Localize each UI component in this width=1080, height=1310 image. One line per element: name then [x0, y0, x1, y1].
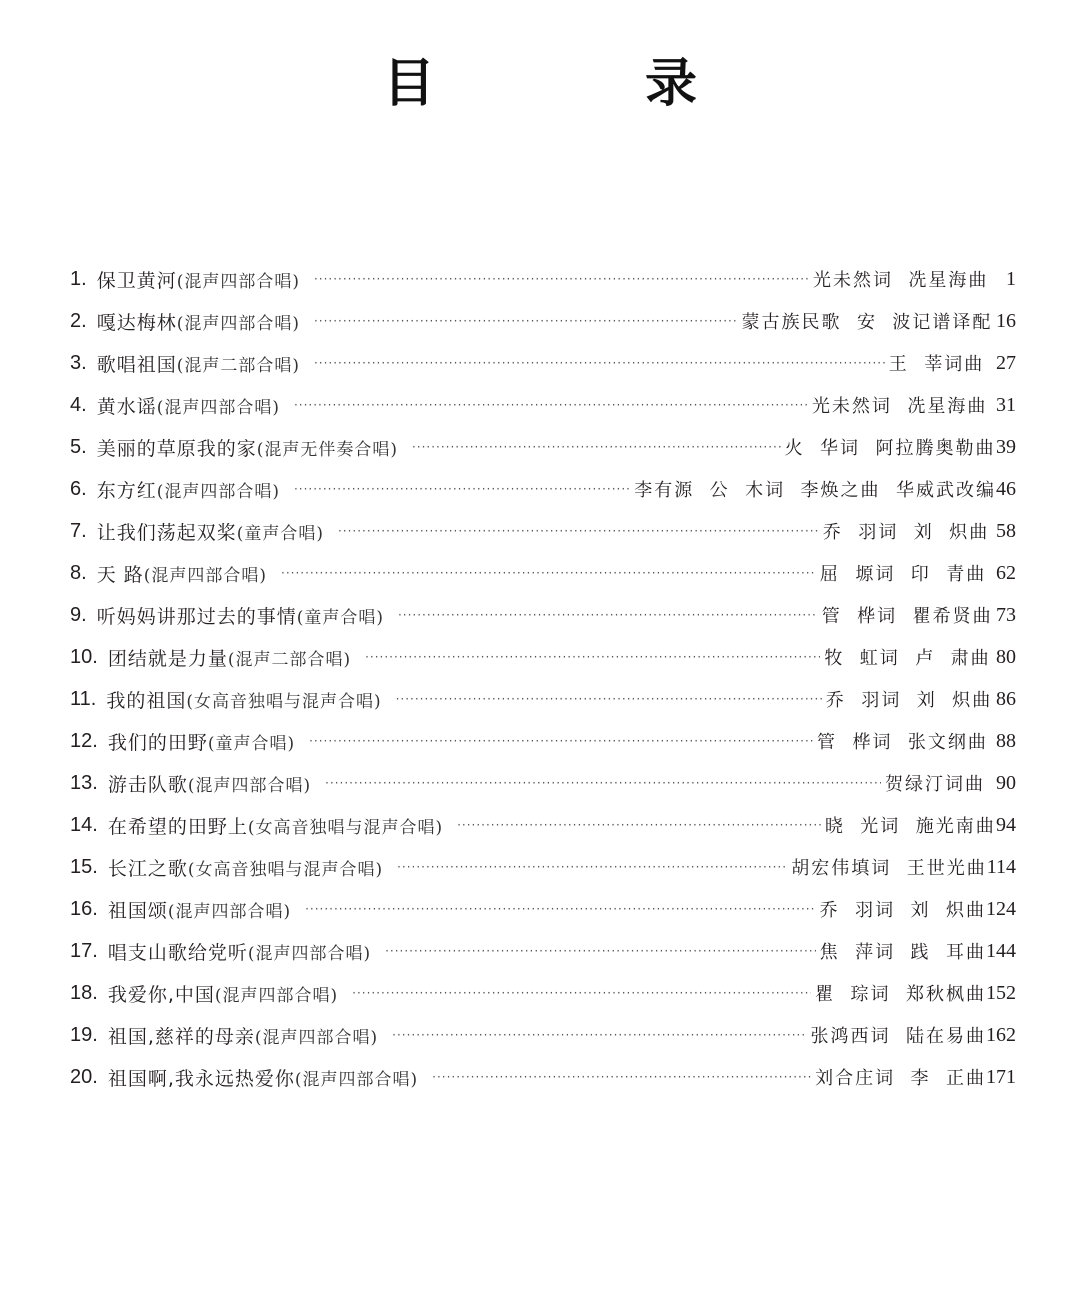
song-credit: 张鸿西词 陆在易曲 — [810, 1026, 986, 1047]
song-genre: (混声四部合唱) — [167, 901, 292, 922]
entry-number: 6. — [70, 477, 87, 500]
toc-entry[interactable] — [70, 636, 1016, 678]
entry-number: 14. — [70, 813, 98, 836]
song-title: 祖国啊,我永远热爱你 — [107, 1067, 295, 1090]
entry-number: 16. — [70, 897, 98, 920]
toc-entry[interactable] — [70, 930, 1016, 972]
dot-leader — [352, 986, 811, 1000]
page-number: 31 — [996, 393, 1016, 416]
entry-number: 4. — [70, 393, 87, 416]
song-title: 让我们荡起双桨 — [96, 521, 237, 544]
toc-entry[interactable] — [70, 384, 1016, 426]
entry-number: 1. — [70, 267, 87, 290]
toc-entry[interactable] — [70, 426, 1016, 468]
page-number: 73 — [996, 603, 1016, 626]
song-title: 唱支山歌给党听 — [107, 941, 248, 964]
entry-number: 13. — [70, 771, 98, 794]
page-number: 27 — [996, 351, 1016, 374]
page-number: 124 — [986, 897, 1016, 920]
toc-entry[interactable] — [70, 1056, 1016, 1098]
dot-leader — [396, 692, 822, 706]
toc-entry[interactable] — [70, 888, 1016, 930]
page-number: 94 — [996, 813, 1016, 836]
page-number: 16 — [996, 309, 1016, 332]
song-credit: 光未然词 冼星海曲 — [811, 396, 988, 417]
entry-number: 15. — [70, 855, 98, 878]
song-credit: 管 桦词 瞿希贤曲 — [821, 606, 993, 627]
page-number: 162 — [986, 1023, 1016, 1046]
entry-number: 7. — [70, 519, 87, 542]
toc-entry[interactable] — [70, 1014, 1016, 1056]
dot-leader — [281, 566, 816, 580]
song-title: 歌唱祖国 — [96, 353, 177, 376]
dot-leader — [309, 734, 813, 748]
dot-leader — [294, 482, 630, 496]
dot-leader — [412, 440, 781, 454]
song-genre: (混声四部合唱) — [247, 943, 372, 964]
page-number: 144 — [986, 939, 1016, 962]
song-title: 我的祖国 — [106, 689, 187, 712]
page-number: 86 — [996, 687, 1016, 710]
song-genre: (混声四部合唱) — [156, 481, 280, 502]
dot-leader — [325, 776, 881, 790]
toc-entry[interactable] — [70, 510, 1016, 552]
toc-entry[interactable] — [70, 804, 1016, 846]
song-genre: (混声二部合唱) — [176, 355, 300, 376]
page-number: 80 — [996, 645, 1016, 668]
song-title: 保卫黄河 — [96, 269, 177, 292]
entry-number: 12. — [70, 729, 98, 752]
song-genre: (混声四部合唱) — [143, 565, 267, 586]
song-credit: 刘合庄词 李 正曲 — [815, 1068, 986, 1089]
page-number: 152 — [986, 981, 1016, 1004]
entry-number: 8. — [70, 561, 87, 584]
song-genre: (混声四部合唱) — [156, 397, 280, 418]
toc-entry[interactable] — [70, 720, 1016, 762]
song-title: 祖国颂 — [107, 899, 168, 922]
song-credit: 焦 萍词 践 耳曲 — [819, 942, 986, 963]
toc-entry[interactable] — [70, 258, 1016, 300]
song-title: 天 路 — [96, 563, 144, 586]
song-credit: 屈 塬词 印 青曲 — [819, 564, 987, 585]
song-title: 嘎达梅林 — [96, 311, 177, 334]
dot-leader — [457, 818, 821, 832]
song-title: 长江之歌 — [107, 857, 188, 880]
song-genre: (混声四部合唱) — [176, 313, 300, 334]
page-number: 39 — [996, 435, 1016, 458]
toc-entry[interactable] — [70, 552, 1016, 594]
page-number: 90 — [996, 771, 1016, 794]
dot-leader — [397, 860, 787, 874]
toc-entry[interactable] — [70, 972, 1016, 1014]
song-credit: 乔 羽词 刘 炽曲 — [819, 900, 986, 921]
toc-entry[interactable] — [70, 342, 1016, 384]
dot-leader — [314, 272, 809, 286]
entry-number: 18. — [70, 981, 98, 1004]
entry-number: 19. — [70, 1023, 98, 1046]
song-credit: 贺绿汀词曲 — [885, 774, 986, 795]
song-title: 团结就是力量 — [107, 647, 228, 670]
toc-entry[interactable] — [70, 762, 1016, 804]
entry-number: 5. — [70, 435, 87, 458]
dot-leader — [365, 650, 820, 664]
entry-number: 10. — [70, 645, 98, 668]
song-title: 游击队歌 — [107, 773, 188, 796]
page-number: 114 — [986, 855, 1016, 878]
song-title: 我爱你,中国 — [107, 983, 215, 1006]
song-credit: 瞿 琮词 郑秋枫曲 — [815, 984, 986, 1005]
song-genre: (混声无伴奏合唱) — [256, 439, 398, 460]
song-genre: (女高音独唱与混声合唱) — [186, 691, 382, 712]
entry-number: 9. — [70, 603, 87, 626]
page-number: 1 — [1006, 267, 1016, 290]
song-credit: 管 桦词 张文纲曲 — [817, 732, 988, 753]
toc-entry[interactable] — [70, 468, 1016, 510]
entry-number: 20. — [70, 1065, 98, 1088]
song-genre: (混声四部合唱) — [294, 1069, 419, 1090]
dot-leader — [338, 524, 819, 538]
song-genre: (童声合唱) — [296, 607, 384, 628]
dot-leader — [392, 1028, 806, 1042]
song-credit: 乔 羽词 刘 炽曲 — [825, 690, 993, 711]
song-title: 我们的田野 — [107, 731, 208, 754]
song-credit: 蒙古族民歌 安 波记谱译配 — [741, 312, 993, 333]
song-genre: (女高音独唱与混声合唱) — [247, 817, 444, 838]
toc-entry[interactable] — [70, 846, 1016, 888]
entry-number: 11. — [70, 687, 97, 710]
song-credit: 胡宏伟填词 王世光曲 — [791, 858, 987, 879]
dot-leader — [305, 902, 816, 916]
song-genre: (混声二部合唱) — [227, 649, 352, 670]
page-title: 目 录 — [382, 54, 794, 114]
song-credit: 火 华词 阿拉腾奥勒曲 — [784, 438, 996, 459]
song-genre: (童声合唱) — [207, 733, 296, 754]
entry-number: 2. — [70, 309, 87, 332]
song-genre: (混声四部合唱) — [254, 1027, 379, 1048]
dot-leader — [432, 1070, 811, 1084]
page-number: 46 — [996, 477, 1016, 500]
page-number: 62 — [996, 561, 1016, 584]
toc-entry[interactable] — [70, 594, 1016, 636]
page-number: 58 — [996, 519, 1016, 542]
song-genre: (童声合唱) — [236, 523, 324, 544]
page-number: 171 — [986, 1065, 1016, 1088]
dot-leader — [294, 398, 808, 412]
toc-entry[interactable] — [70, 678, 1016, 720]
song-title: 听妈妈讲那过去的事情 — [96, 605, 297, 628]
song-title: 美丽的草原我的家 — [96, 437, 257, 460]
entry-number: 3. — [70, 351, 87, 374]
entry-number: 17. — [70, 939, 98, 962]
song-credit: 晓 光词 施光南曲 — [824, 816, 996, 837]
dot-leader — [314, 314, 738, 328]
song-genre: (混声四部合唱) — [214, 985, 339, 1006]
song-title: 黄水谣 — [96, 395, 157, 418]
song-genre: (混声四部合唱) — [187, 775, 312, 796]
song-credit: 李有源 公 木词 李焕之曲 华威武改编 — [634, 480, 996, 501]
dot-leader — [398, 608, 818, 622]
song-genre: (混声四部合唱) — [176, 271, 300, 292]
page-number: 88 — [996, 729, 1016, 752]
song-credit: 牧 虹词 卢 肃曲 — [824, 648, 991, 669]
song-credit: 王 莘词曲 — [888, 354, 985, 375]
song-credit: 乔 羽词 刘 炽曲 — [822, 522, 990, 543]
song-credit: 光未然词 冼星海曲 — [812, 270, 989, 291]
song-title: 祖国,慈祥的母亲 — [107, 1025, 255, 1048]
song-genre: (女高音独唱与混声合唱) — [187, 859, 384, 880]
song-title: 在希望的田野上 — [107, 815, 248, 838]
dot-leader — [385, 944, 816, 958]
song-title: 东方红 — [96, 479, 157, 502]
toc-entry[interactable] — [70, 300, 1016, 342]
table-of-contents — [70, 258, 1016, 1098]
dot-leader — [314, 356, 885, 370]
